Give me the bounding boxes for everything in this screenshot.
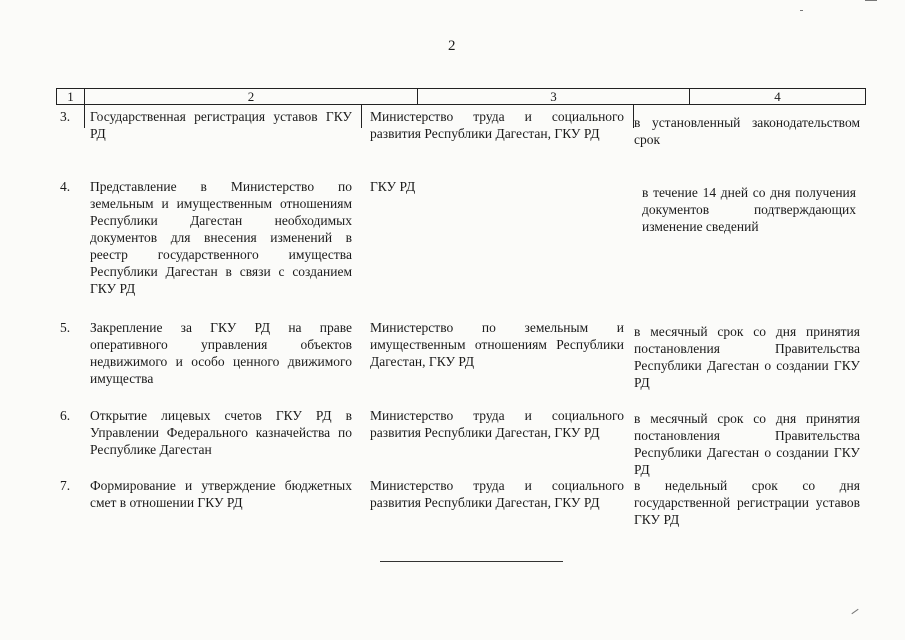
- row-deadline: в установленный законодательством срок: [634, 115, 860, 147]
- scan-speck: [800, 10, 803, 11]
- row-action: Открытие лицевых счетов ГКУ РД в Управлении Федерального казначейства по Республике Дагестан: [90, 408, 352, 457]
- row-responsible: Министерство труда и социального развития Республики Дагестан, ГКУ РД: [370, 109, 624, 141]
- row-number: 5.: [60, 320, 71, 335]
- row-number: 7.: [60, 478, 71, 493]
- row-action: Формирование и утверждение бюджетных смет в отношении ГКУ РД: [90, 478, 352, 510]
- row-action: Закрепление за ГКУ РД на праве оперативного управления объектов недвижимого и особо ценного движимого имущества: [90, 320, 352, 386]
- row-action: Представление в Министерство по земельным и имущественным отношениям Республики Дагестан необходимых документов для внесения изменений в реестр государственного имущества Республики Дагестан в связи с созданием ГКУ РД: [90, 179, 352, 296]
- row-responsible: Министерство труда и социального развития Республики Дагестан, ГКУ РД: [370, 408, 624, 440]
- row-responsible: ГКУ РД: [370, 179, 416, 194]
- scan-speck: [865, 0, 877, 1]
- column-divider: [84, 104, 85, 128]
- header-col-2: 2: [85, 89, 418, 104]
- row-number: 6.: [60, 408, 71, 423]
- row-number: 4.: [60, 179, 71, 194]
- header-col-3: 3: [418, 89, 690, 104]
- row-deadline: в недельный срок со дня государственной регистрации уставов ГКУ РД: [634, 478, 860, 527]
- row-deadline: в месячный срок со дня принятия постановления Правительства Республики Дагестан о создании ГКУ РД: [634, 411, 860, 477]
- column-divider: [361, 104, 362, 128]
- scan-speck: [851, 609, 858, 614]
- page-number: 2: [448, 38, 456, 54]
- header-col-4: 4: [774, 89, 781, 104]
- row-responsible: Министерство труда и социального развития Республики Дагестан, ГКУ РД: [370, 478, 624, 510]
- row-number: 3.: [60, 109, 71, 124]
- row-responsible: Министерство по земельным и имущественным отношениям Республики Дагестан, ГКУ РД: [370, 320, 624, 369]
- row-deadline: в месячный срок со дня принятия постановления Правительства Республики Дагестан о создании ГКУ РД: [634, 324, 860, 390]
- table-header-row: [56, 88, 866, 105]
- header-col-1: 1: [57, 89, 85, 104]
- row-deadline: в течение 14 дней со дня получения документов подтверждающих изменение сведений: [642, 185, 856, 234]
- row-action: Государственная регистрация уставов ГКУ РД: [90, 109, 352, 141]
- footer-separator-line: [380, 561, 563, 562]
